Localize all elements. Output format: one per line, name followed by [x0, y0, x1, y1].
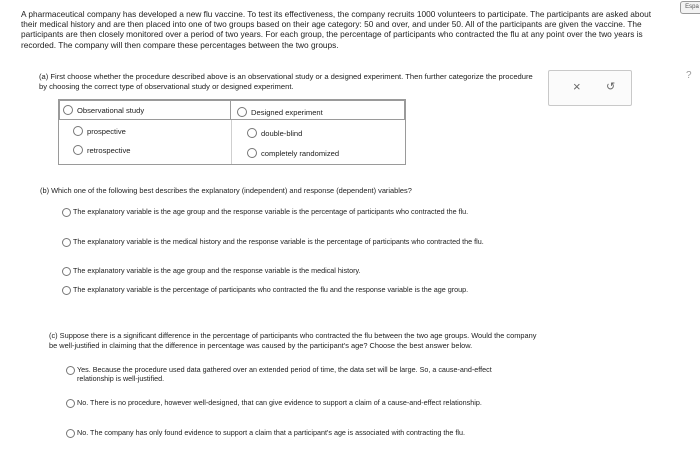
- option-text: The explanatory variable is the medical history and the response variable is the percentage of participants who contracted the flu.: [73, 237, 484, 246]
- part-c-option-2[interactable]: [77, 398, 537, 407]
- radio-circle-icon: [62, 286, 71, 295]
- radio-double-blind[interactable]: [247, 128, 302, 138]
- study-type-grid: [58, 99, 406, 165]
- help-icon[interactable]: ?: [686, 70, 692, 81]
- part-b-prompt: (b) Which one of the following best describes the explanatory (independent) and response (dependent) variables?: [40, 186, 412, 195]
- answer-action-box: [548, 70, 632, 106]
- grid-divider: [231, 120, 232, 164]
- radio-circle-icon: [247, 148, 257, 158]
- part-b-option-2[interactable]: [73, 237, 513, 246]
- part-c-prompt: (c) Suppose there is a significant difference in the percentage of participants who contracted the flu between the two age groups. Would the company be well-justified in claiming that the difference in percentage was caused by the participant's age? Choose the best answer below.: [49, 331, 537, 350]
- radio-circle-icon: [62, 238, 71, 247]
- option-text: No. The company has only found evidence to support a claim that a participant's age is associated with contracting the flu.: [77, 428, 465, 437]
- problem-intro: A pharmaceutical company has developed a new flu vaccine. To test its effectiveness, the company recruits 1000 volunteers to participate. The participants are asked about their medical history and are then placed into one of two groups based on their age category: 50 and over, and under 50. All of the participants are given the vaccine. The participants are then closely monitored over a period of two years. For each group, the percentage of participants who contracted the flu at any point over the two years is recorded. The company will then compare these percentages between the two groups.: [21, 9, 652, 50]
- radio-circle-icon: [66, 366, 75, 375]
- radio-prospective[interactable]: [73, 126, 126, 136]
- radio-completely-randomized[interactable]: [247, 148, 339, 158]
- option-text: The explanatory variable is the age group and the response variable is the medical history.: [73, 266, 361, 275]
- radio-circle-icon: [62, 208, 71, 217]
- radio-circle-icon: [66, 399, 75, 408]
- option-text: The explanatory variable is the age group and the response variable is the percentage of participants who contracted the flu.: [73, 207, 469, 216]
- option-label: double-blind: [261, 129, 303, 138]
- undo-button[interactable]: ↺: [606, 81, 616, 93]
- part-b-option-1[interactable]: [73, 207, 533, 216]
- clear-button[interactable]: ×: [573, 79, 581, 94]
- radio-designed-experiment[interactable]: [237, 107, 323, 117]
- option-label: retrospective: [87, 146, 131, 155]
- option-text: The explanatory variable is the percentage of participants who contracted the flu and the response variable is the age group.: [73, 285, 469, 294]
- radio-circle-icon: [62, 267, 71, 276]
- option-label: prospective: [87, 127, 126, 136]
- option-label: Observational study: [77, 106, 145, 115]
- radio-circle-icon: [73, 145, 83, 155]
- part-a-prompt: (a) First choose whether the procedure described above is an observational study or a designed experiment. Then further categorize the procedure by choosing the correct type of observational study or designed experiment.: [39, 72, 533, 91]
- part-b-option-3[interactable]: [73, 266, 543, 275]
- radio-retrospective[interactable]: [73, 145, 130, 155]
- radio-circle-icon: [66, 429, 75, 438]
- option-text: Yes. Because the procedure used data gathered over an extended period of time, the data set will be large. So, a cause-and-effect relationship is well-justified.: [77, 365, 492, 384]
- option-label: completely randomized: [261, 149, 340, 158]
- radio-circle-icon: [237, 107, 247, 117]
- radio-observational-study[interactable]: [63, 105, 144, 115]
- radio-circle-icon: [247, 128, 257, 138]
- part-c-option-3[interactable]: [77, 428, 527, 437]
- radio-circle-icon: [73, 126, 83, 136]
- radio-circle-icon: [63, 105, 73, 115]
- language-tag[interactable]: Espa: [680, 1, 700, 14]
- option-label: Designed experiment: [251, 108, 323, 117]
- option-text: No. There is no procedure, however well-designed, that can give evidence to support a claim of a cause-and-effect relationship.: [77, 398, 482, 407]
- part-b-option-4[interactable]: [73, 285, 543, 294]
- part-c-option-1[interactable]: [77, 365, 517, 384]
